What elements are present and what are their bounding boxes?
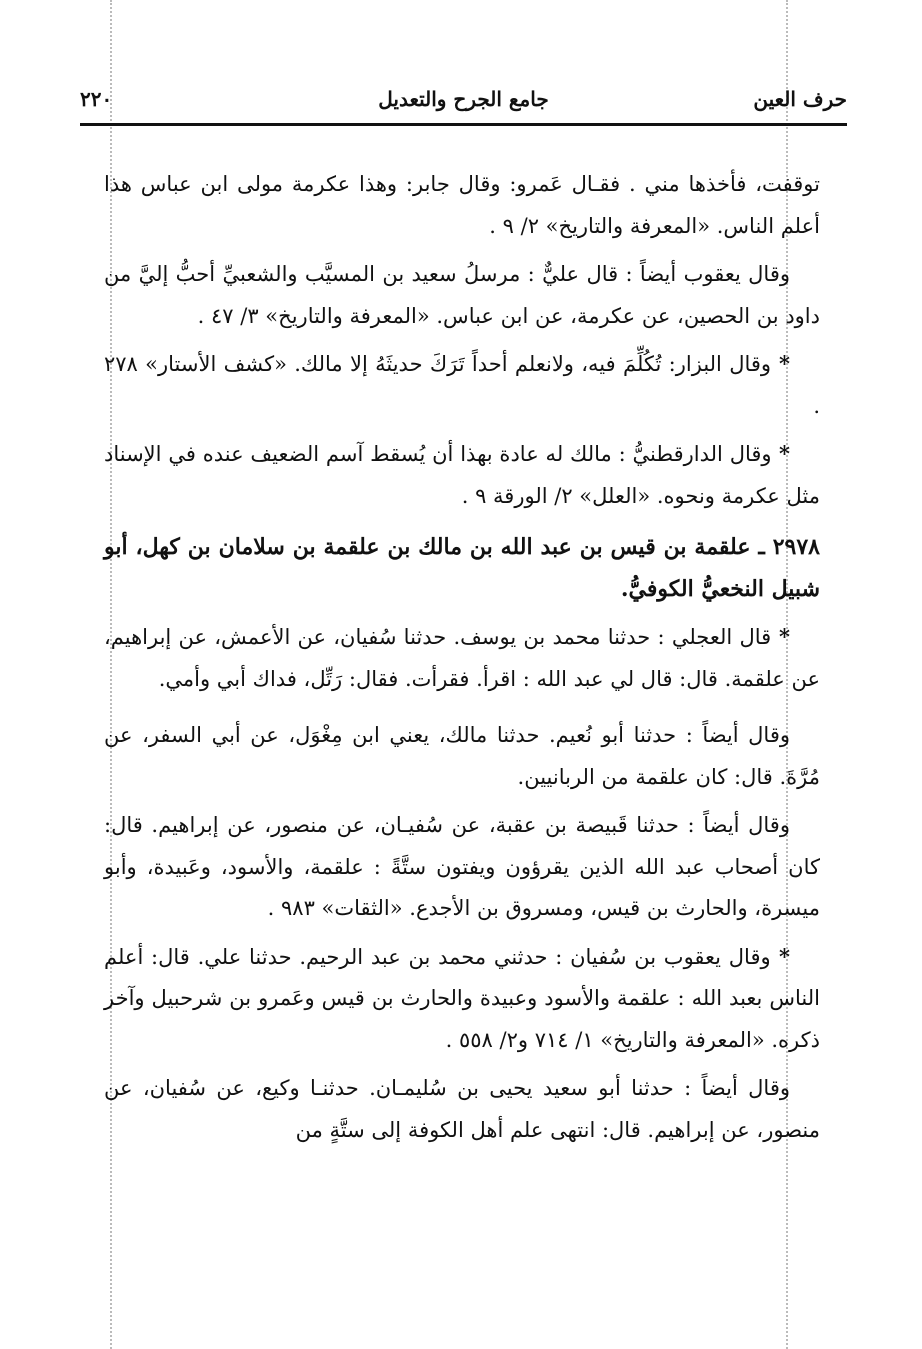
paragraph	[104, 253, 820, 337]
running-header	[80, 78, 847, 122]
paragraph	[104, 1067, 820, 1151]
page-number: ٢٢٠	[80, 87, 113, 111]
asterisk-marker: *	[771, 441, 790, 466]
asterisk-marker: *	[771, 624, 790, 649]
entry-heading	[104, 527, 820, 610]
paragraph-text: ٢٩٧٨ ـ علقمة بن قيس بن عبد الله بن مالك بن علقمة بن سلامان بن كهل، أبو شبيل النخعيُّ الكوفيُّ.	[104, 534, 820, 602]
header-rule	[80, 123, 847, 126]
paragraph	[104, 804, 820, 930]
paragraph-text: وقال أيضاً : حدثنا أبو نُعيم. حدثنا مالك، يعني ابن مِغْوَل، عن أبي السفر، عن مُرَّةَ. قال: كان علقمة من الربانيين.	[104, 723, 820, 789]
paragraph-text: قال العجلي : حدثنا محمد بن يوسف. حدثنا سُفيان، عن الأعمش، عن إبراهيم، عن علقمة. قال: قال لي عبد الله : اقرأ. فقرأت. فقال: رَتِّل، فداك أبي وأمي.	[104, 625, 820, 691]
paragraph-text: وقال أيضاً : حدثنا أبو سعيد يحيى بن سُليمـان. حدثنـا وكيع، عن سُفيان، عن منصور، عن إبراهيم. قال: انتهى علم أهل الكوفة إلى ستَّةٍ من	[104, 1076, 820, 1142]
book-title: جامع الجرح والتعديل	[378, 87, 549, 111]
paragraph	[104, 343, 820, 427]
paragraph-text: توقفت، فأخذها مني . فقـال عَمرو: وقال جابر: وهذا عكرمة مولى ابن عباس هذا أعلم الناس. «المعرفة والتاريخ» ٢/ ٩ .	[104, 172, 820, 238]
paragraph	[104, 163, 820, 247]
paragraph-text: وقال يعقوب أيضاً : قال عليٌّ : مرسلُ سعيد بن المسيَّب والشعبيِّ أحبُّ إليَّ من داود بن الحصين، عن عكرمة، عن ابن عباس. «المعرفة والتاريخ» ٣/ ٤٧ .	[104, 262, 820, 328]
paragraph-text: وقال البزار: تُكُلِّمَ فيه، ولانعلم أحداً تَرَكَ حديثَهُ إلا مالك. «كشف الأستار» ٢٧٨ .	[104, 352, 820, 418]
paragraph-text: وقال الدارقطنيُّ : مالك له عادة بهذا أن يُسقط آسم الضعيف عنده في الإسناد مثل عكرمة ونحوه. «العلل» ٢/ الورقة ٩ .	[104, 442, 820, 508]
paragraph	[104, 714, 820, 798]
paragraph	[104, 433, 820, 517]
paragraph	[104, 616, 820, 700]
paragraph-text: وقال يعقوب بن سُفيان : حدثني محمد بن عبد الرحيم. حدثنا علي. قال: أعلم الناس بعبد الله : علقمة والأسود وعبيدة والحارث بن قيس وعَمرو بن شرحبيل وآخر ذكره. «المعرفة والتاريخ» ١/ ٧١٤ و٢/ ٥٥٨ .	[104, 944, 820, 1052]
paragraph-text: وقال أيضاً : حدثنا قَبيصة بن عقبة، عن سُفيـان، عن منصور، عن إبراهيم. قال: كان أصحاب عبد الله الذين يقرؤون ويفتون ستَّةً : علقمة، والأسود، وعَبيدة، وأبو ميسرة، والحارث بن قيس، ومسروق بن الأجدع. «الثقات» ٩٨٣ .	[104, 813, 820, 920]
paragraph	[104, 936, 820, 1062]
asterisk-marker: *	[770, 943, 790, 969]
body-text	[104, 163, 820, 1151]
asterisk-marker: *	[771, 351, 790, 376]
section-title: حرف العين	[753, 87, 847, 111]
